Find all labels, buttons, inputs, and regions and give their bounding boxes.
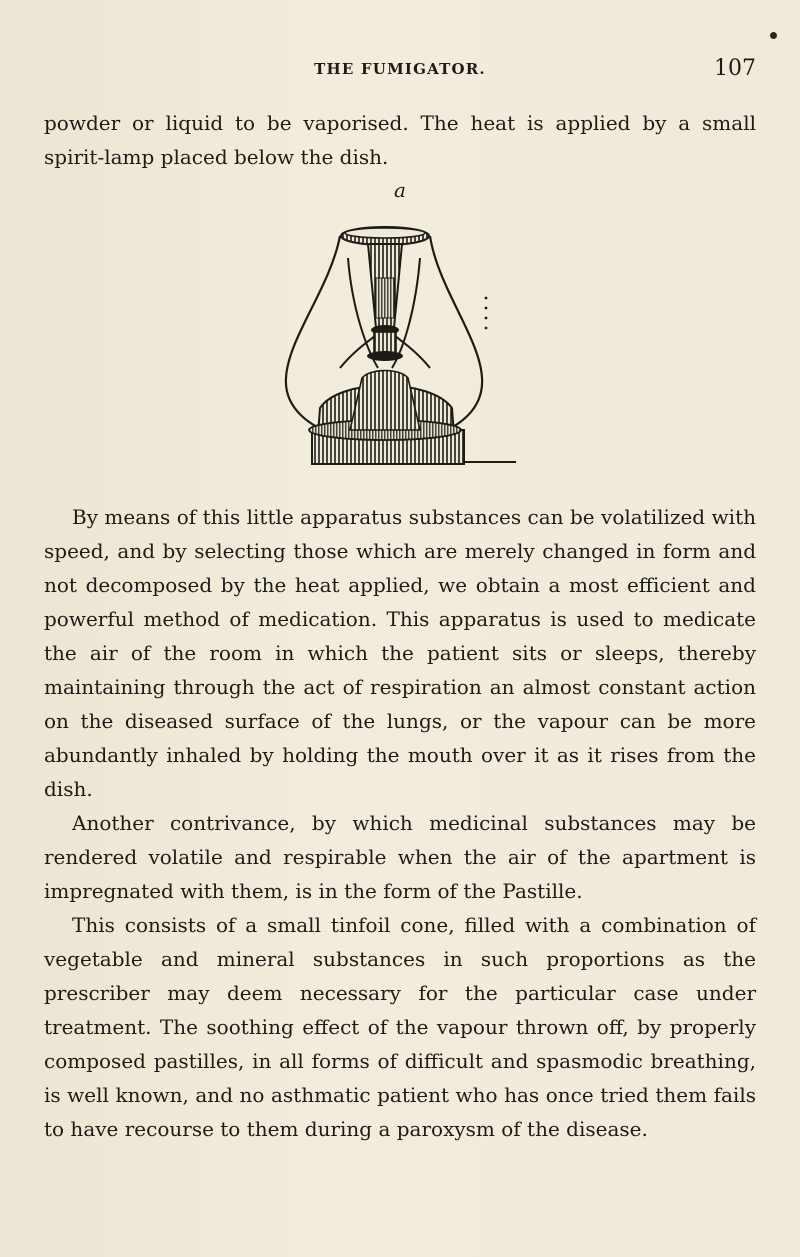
running-title: THE FUMIGATOR. — [314, 60, 486, 78]
fumigator-figure — [270, 178, 530, 488]
paragraph-means: By means of this little apparatus substances can be volatilized with speed, and by selecting those which are merely changed in form and not decomposed by the heat applied, we obtain a most efficient and powerful method of medication. This apparatus is used to medicate the air of the room in which the patient sits or sleeps, thereby maintaining through the act of respiration an almost constant action on the diseased surface of the lungs, or the vapour can be more abundantly inhaled by holding the mouth over it as it rises from the dish. — [44, 505, 756, 801]
body-text — [44, 500, 756, 1146]
paragraph-another: Another contrivance, by which medicinal substances may be rendered volatile and respirable when the air of the apartment is impregnated with them, is in the form of the Pastille. — [44, 811, 756, 903]
running-head — [44, 56, 756, 82]
paragraph-intro-block — [44, 106, 756, 174]
page-number: 107 — [714, 56, 756, 81]
figure-label: a — [394, 178, 406, 202]
margin-mark — [770, 32, 777, 39]
fumigator-illustration — [270, 218, 530, 478]
paragraph-intro: powder or liquid to be vaporised. The heat is applied by a small spirit-lamp placed below the dish. — [44, 111, 756, 169]
paragraph-consists: This consists of a small tinfoil cone, filled with a combination of vegetable and mineral substances in such proportions as the prescriber may deem necessary for the particular case under treatment. The soothing effect of the vapour thrown off, by properly composed pastilles, in all forms of difficult and spasmodic breathing, is well known, and no asthmatic patient who has once tried them fails to have recourse to them during a paroxysm of the disease. — [44, 913, 756, 1141]
